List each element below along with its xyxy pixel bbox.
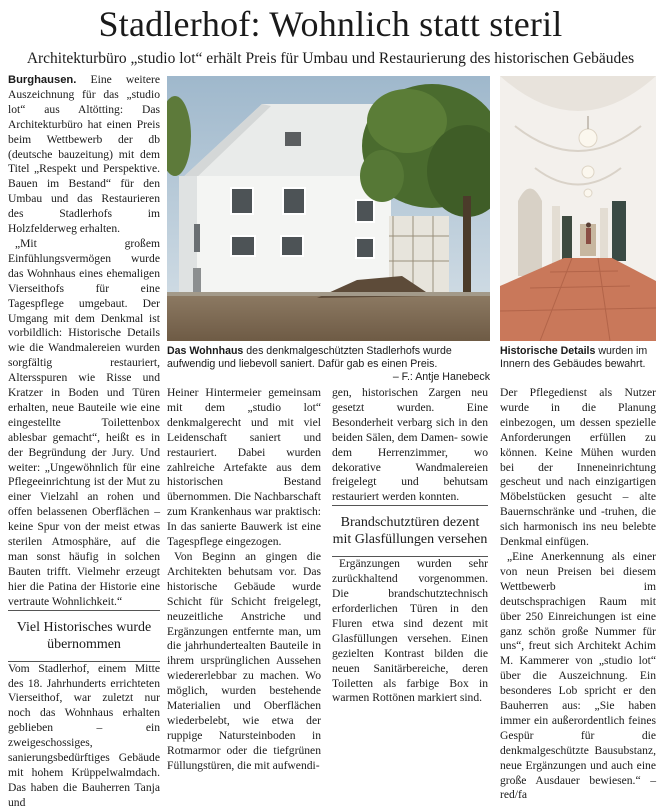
caption-wohnhaus-text: des denkmalgeschützten Stadlerhofs wurde aufwendig und liebevoll saniert. Dafür gab es einen Preis. [167,345,452,370]
paragraph-anerkennung: „Eine Anerkennung als einer von neun Preisen bei diesem Wettbewerb im deutschsprachigen Raum mit über 250 Einreichungen ist eine ganz schön große Nummer für uns“, freut sich Architekt Achim M. Kammerer von „studio lot“ über die Auszeichnung. Ein besonderes Lob spricht er den Bauherren aus: „Sie haben immer ein außerordentlich feines Gespür für die denkmalgeschützte Bausubstanz, neue Ergänzungen und auch eine große Ausdauer bewiesen.“ – red/fa [500,549,656,802]
caption-details-lead: Historische Details [500,345,596,357]
photo-wohnhaus [167,76,490,341]
article-column-3 [332,386,488,706]
paragraph-jury-quote: „Mit großem Einfühlungsvermögen wurde das Wohnhaus eines ehemaligen Vierseithofs für eine Tagespflege umgebaut. Der Umgang mit dem Denkmal ist vorbildlich: Historische Details wie die Wandmalereien wurden sorgfältig restauriert, Altersspuren wie Risse und Kratzer in Boden und Türen erhalten, neue Bauteile wie eine eingestellte Toilettenbox ablesbar gemacht“, heißt es in der Begründung der Jury. Und weiter: „Ungewöhnlich für eine Pflegeeinrichtung ist der Mut zu einer Vielzahl an rohen und offen belassenen Oberflächen – keine Spur von der meist etwas sterilen Atmosphäre, auf die man sonst häufig in solchen Bauten trifft. Vielmehr erzeugt hier die Patina der Historie eine vertraute Wohnlichkeit.“ [8,236,160,608]
subheading-brandschutztueren: Brandschutztüren dezent mit Glasfüllungen versehen [332,505,488,557]
paragraph-hintermeier: Heiner Hintermeier gemeinsam mit dem „studio lot“ denkmalgerecht und mit viel Leidenschaft saniert und restauriert. Dabei wurden zahlreiche Artefakte aus dem historischen Bestand übernommen. Die Nachbarschaft zum Krankenhaus war praktisch: In das sanierte Bauwerk ist eine Tagespflege eingezogen. [167,386,321,549]
caption-historische-details [500,345,656,371]
paragraph-pflegedienst: Der Pflegedienst als Nutzer wurde in die Planung einbezogen, um dessen spezielle Anforderungen erfüllen zu können. Keine Mühen wurden bei der Inneneinrichtung gescheut und nach einzigartigen Möbelstücken gesucht – alte Bauernschränke und -truhen, die sich harmonisch ins neu belebte Denkmal einfügen. [500,386,656,549]
paragraph-intro [8,73,160,237]
photo-historische-details [500,76,656,341]
hallway-illustration [500,76,656,341]
paragraph-ergaenzungen: Ergänzungen wurden sehr zurückhaltend vorgenommen. Die brandschutztechnisch erforderlichen Türen in den Fluren etwa sind dezent mit Glasfüllungen versehen. Einen gezielten Kontrast bilden die neuen Sanitärbereiche, deren Toiletten als farbige Box in warmen Rottönen markiert sind. [332,557,488,705]
dateline: Burghausen. [8,74,77,86]
paragraph-intro-text: Eine weitere Auszeichnung für das „studio lot“ aus Altötting: Das Architekturbüro hat einen Preis beim Wettbewerb der db (deutsche bauzeitung) mit dem Titel „Respekt und Perspektive. Bauen im Bestand“ für den Umbau und das Restaurieren des Stadlerhofs im Holzfelderweg erhalten. [8,73,160,236]
article-column-4 [500,386,656,803]
paragraph-stadlerhof-history: Vom Stadlerhof, einem Mitte des 18. Jahrhunderts errichteten Vierseithof, war zuletzt nur noch das Wohnhaus erhalten geblieben – ein zweigeschossiges, sanierungsbedürftiges Gebäude mit hohem Krüppelwalmdach. Das haben die Bauherren Tanja und [8,661,160,809]
caption-details-text: wurden im Innern des Gebäudes bewahrt. [500,345,648,370]
caption-wohnhaus [167,345,490,384]
photo-credit: – F.: Antje Hanebeck [392,371,490,383]
subheadline: Architekturbüro „studio lot“ erhält Preis für Umbau und Restaurierung des historischen Gebäudes [26,50,635,67]
article-column-2 [167,386,321,774]
subheading-viel-historisches: Viel Historisches wurde übernommen [8,610,160,662]
caption-wohnhaus-lead: Das Wohnhaus [167,345,244,357]
article-column-1 [8,73,160,811]
headline: Stadlerhof: Wohnlich statt steril [98,4,563,44]
paragraph-behutsam: Von Beginn an gingen die Architekten behutsam vor. Das historische Gebäude wurde Schicht für Schicht freigelegt, neuzeitliche Anstriche und Ergänzungen entfernte man, um die jahrhundertealten Bauteile in ihrem ursprünglichen Aussehen wiedererlebbar zu machen. Wo möglich, wurden bestehende Materialien und Oberflächen wiederbelebt, wie etwa der ruppige Natursteinboden in Rotmarmor oder die tiefgrünen Füllungstüren, die mit aufwendi- [167,549,321,772]
paragraph-wandmalereien: gen, historischen Zargen neu gesetzt wurden. Eine Besonderheit verbarg sich in den beiden Sälen, dem Damen- sowie dem Herrenzimmer, wo dekorative Wandmalereien freigelegt und behutsam restauriert werden konnten. [332,386,488,504]
house-illustration [167,76,490,341]
